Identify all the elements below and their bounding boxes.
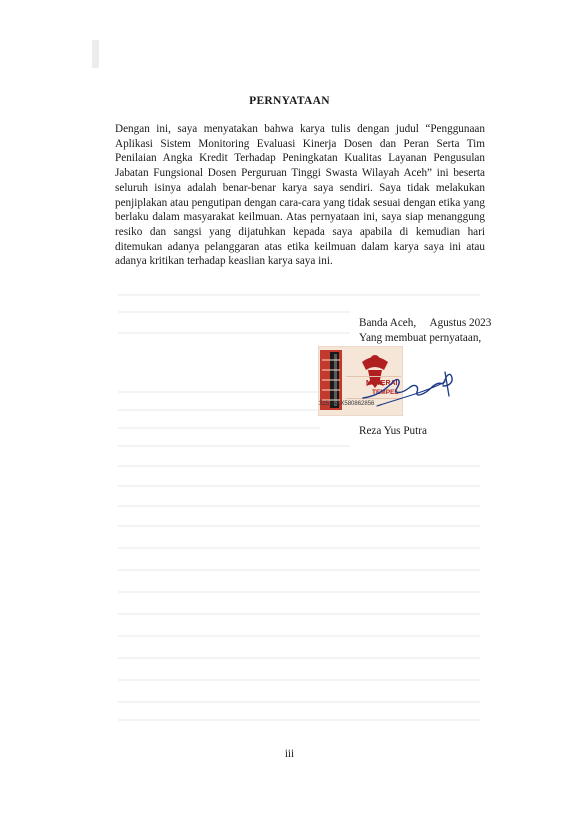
maker-label: Yang membuat pernyataan, — [359, 332, 482, 344]
statement-paragraph: Dengan ini, saya menyatakan bahwa karya tulis dengan judul “Penggunaan Aplikasi Sistem Monitoring Evaluasi Kinerja Dosen dan Peran Serta Tim Penilaian Angka Kredit Terhadap Peningkatan Kualitas Layanan Pengusulan Jabatan Fungsional Dosen Perguruan Tinggi Swasta Wilayah Aceh” ini beserta seluruh isinya adalah benar-benar karya saya sendiri. Saya tidak melakukan penjiplakan atau pengutipan dengan cara-cara yang tidak sesuai dengan etika yang berlaku dalam masyarakat keilmuan. Atas pernyataan ini, saya siap menanggung resiko dan sangsi yang dijatuhkan kepada saya apabila di kemudian hari ditemukan adanya pelanggaran atas etika keilmuan dalam karya saya ini atau adanya kritikan terhadap keaslian karya saya ini. — [115, 123, 485, 268]
stamp-word-tempel: TEMPEL — [372, 389, 399, 396]
signer-name: Reza Yus Putra — [359, 425, 427, 437]
stamp-serial: 3251AKX580862856 — [319, 401, 375, 407]
signature-image — [355, 360, 460, 415]
page-number: iii — [284, 748, 295, 760]
page-title: PERNYATAAN — [249, 95, 330, 107]
place-date: Banda Aceh, Agustus 2023 — [359, 317, 492, 329]
stamp-word-meterai: METERAI — [366, 380, 398, 387]
